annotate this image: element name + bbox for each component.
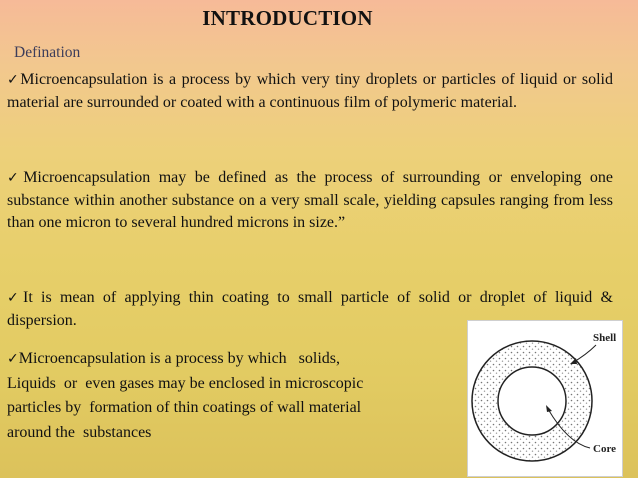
slide-title: INTRODUCTION [202,6,373,30]
checkmark-icon: ✓ [7,290,23,306]
paragraph-4-line-2: Liquids or even gases may be enclosed in microscopic [7,374,364,392]
core-region [498,367,566,435]
subheading-defination: Defination [14,44,81,61]
paragraph-4 [7,347,477,445]
paragraph-2-text: Microencapsulation may be defined as the process of surrounding or enveloping one substance within another substance on a very small scale, yielding capsules ranging from less than one micron to several hundred microns in size.” [7,169,614,231]
microcapsule-diagram-svg [468,321,622,476]
paragraph-4-line-3: particles by formation of thin coatings of wall material [7,399,362,416]
microcapsule-diagram [467,320,623,477]
core-label: Core [593,443,617,455]
paragraph-4-line-1: ✓Microencapsulation is a process by which solids, [7,350,341,367]
paragraph-2 [7,167,613,235]
checkmark-icon: ✓ [7,72,21,88]
paragraph-1 [7,69,613,114]
paragraph-1-text: Microencapsulation is a process by which very tiny droplets or particles of liquid or solid material are surrounded or coated with a continuous film of polymeric material. [7,71,614,111]
shell-label: Shell [593,332,617,344]
paragraph-4-line-4: around the substances [7,423,152,441]
checkmark-icon: ✓ [7,170,24,186]
checkmark-icon: ✓ [7,351,19,367]
paragraph-3-text: It is mean of applying thin coating to small particle of solid or droplet of liquid & dispersion. [7,289,613,329]
